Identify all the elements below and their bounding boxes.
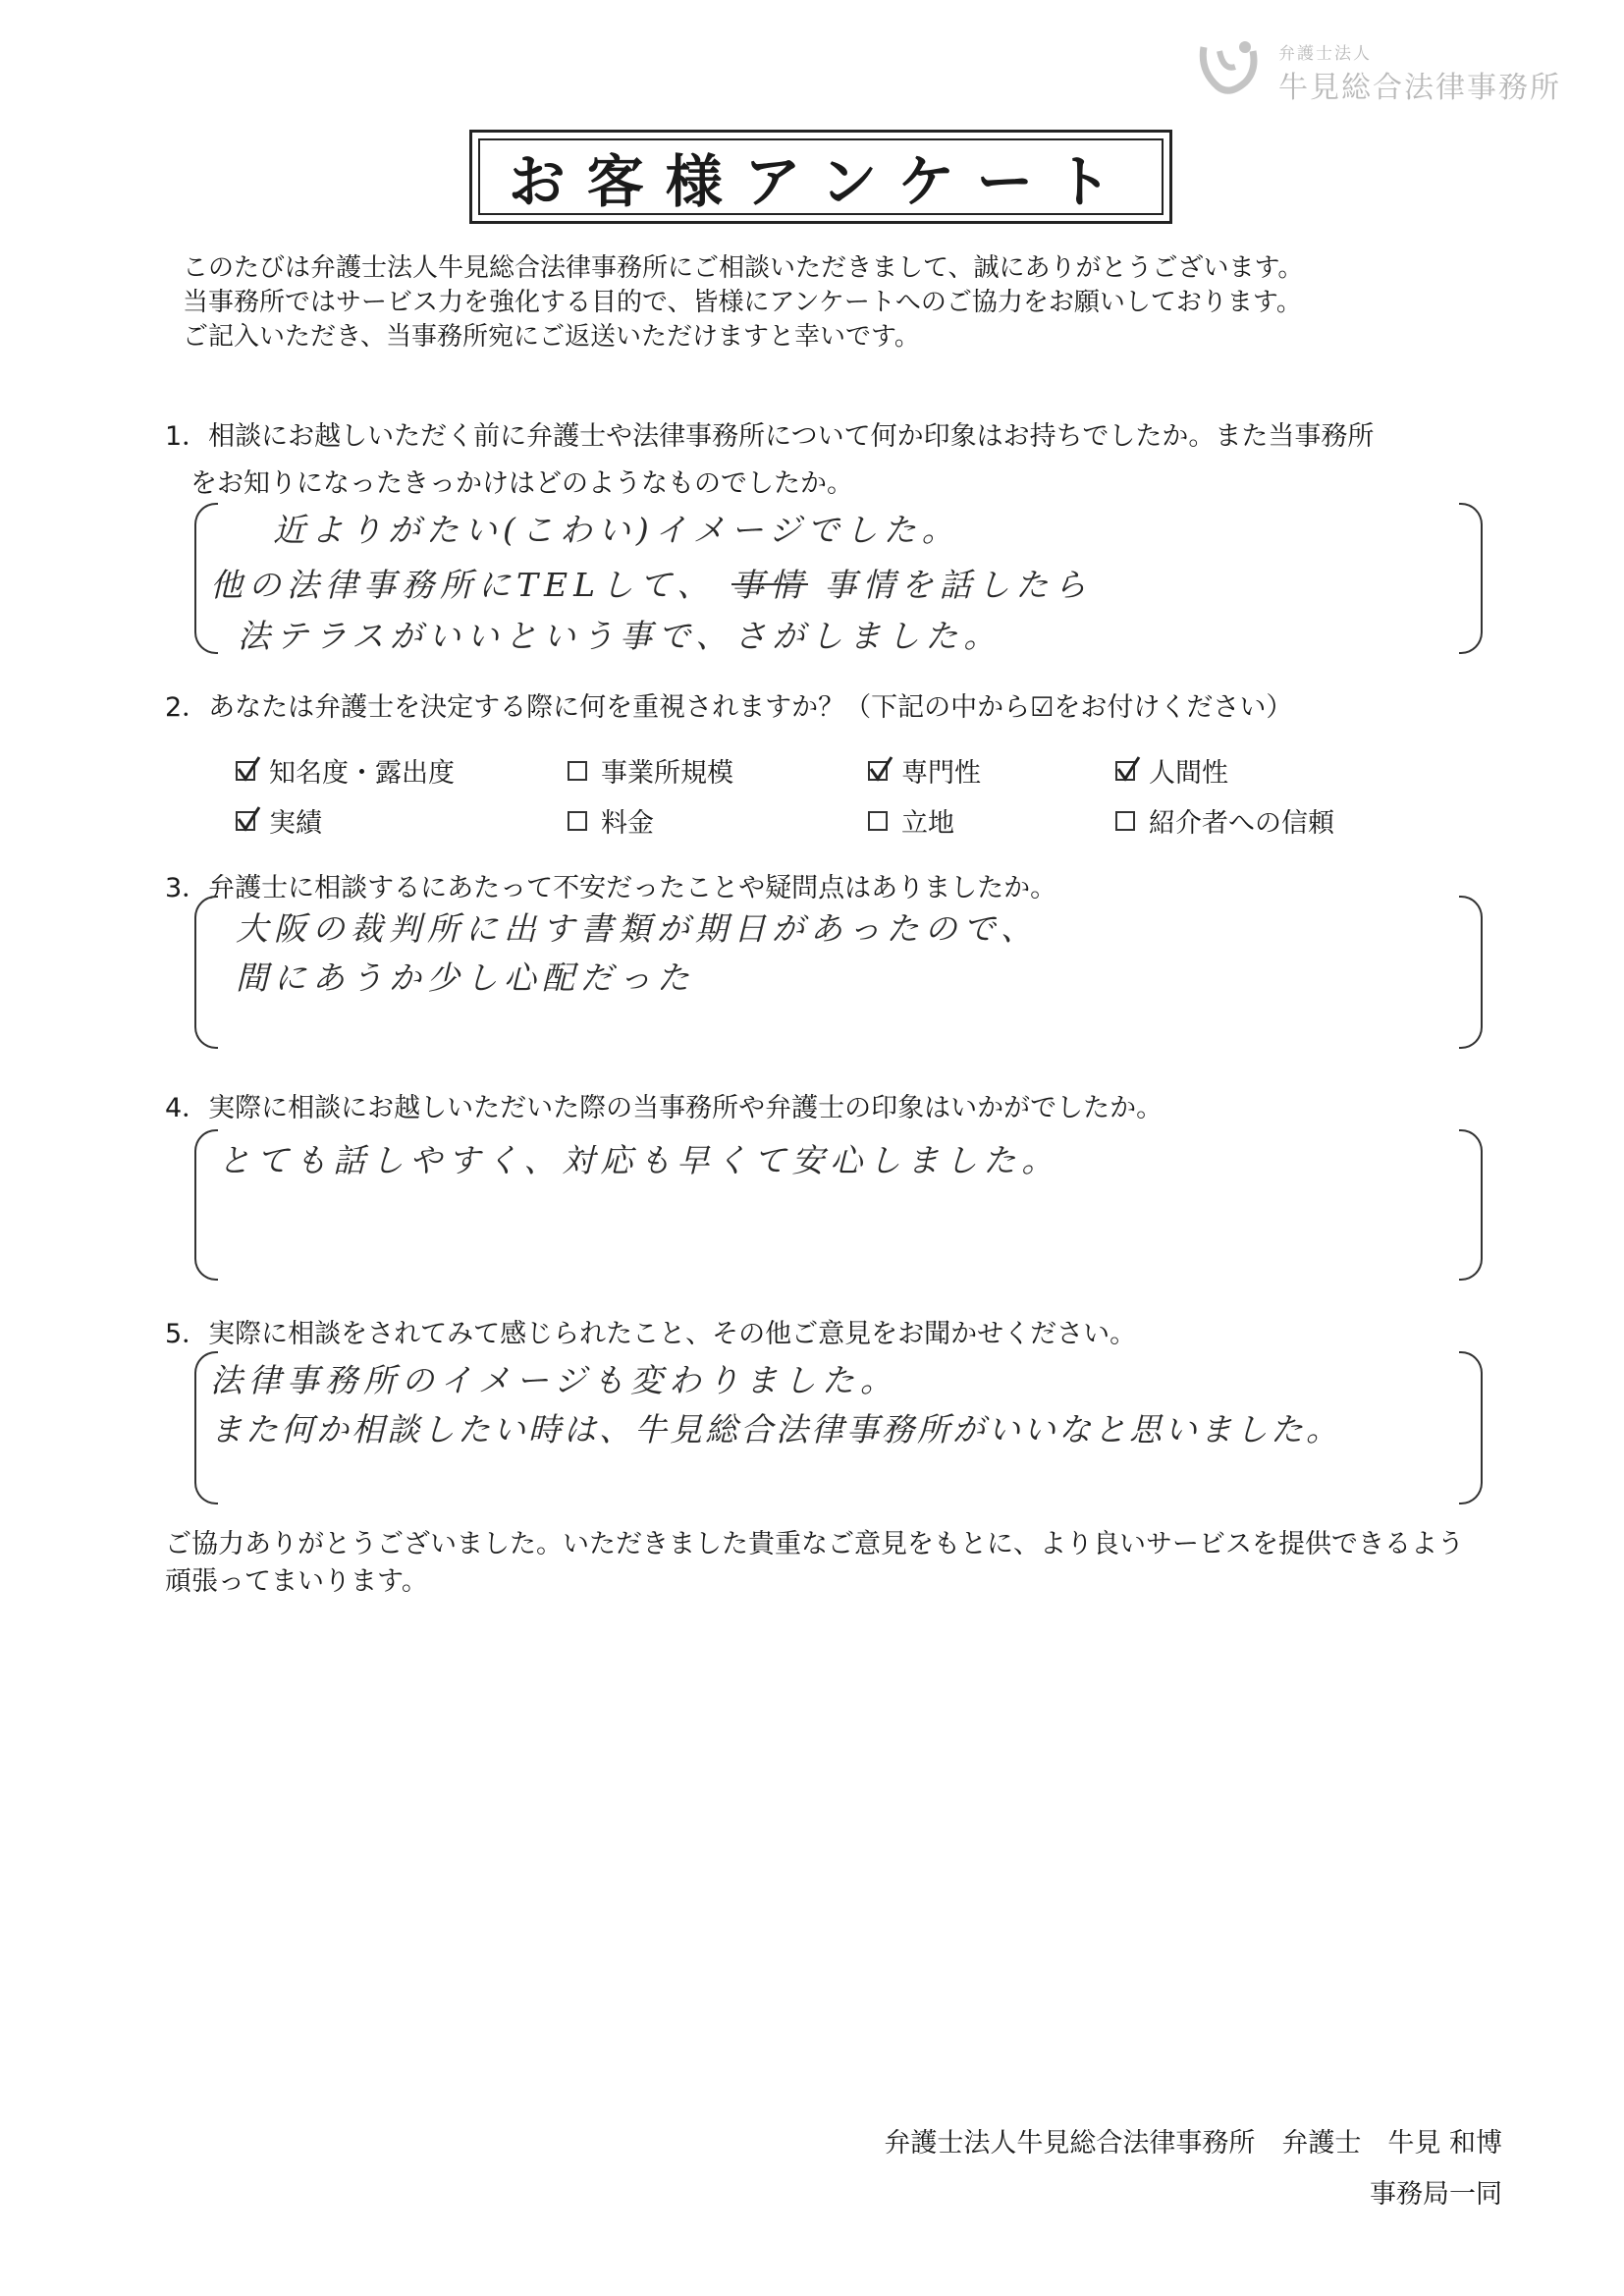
checked-checkbox-icon — [868, 761, 888, 781]
answer-1-right-bracket — [1459, 503, 1483, 654]
struck-out-text: 事情 — [731, 560, 808, 606]
firm-logo — [1196, 37, 1569, 106]
option-label: 知名度・露出度 — [269, 758, 455, 789]
option-label: 紹介者への信頼 — [1149, 808, 1334, 839]
question-1-line-2: をお知りになったきっかけはどのようなものでしたか。 — [190, 468, 853, 499]
intro-paragraph — [183, 251, 1303, 355]
answer-4-left-bracket — [194, 1129, 218, 1281]
answer-4-right-bracket — [1459, 1129, 1483, 1281]
intro-line: 当事務所ではサービス力を強化する目的で、皆様にアンケートへのご協力をお願いしております。 — [183, 288, 1302, 317]
intro-line: ご記入いただき、当事務所宛にご返送いただけますと幸いです。 — [183, 322, 920, 352]
option-fee — [568, 801, 654, 840]
answer-3-line-2: 間にあうか少し心配だった — [236, 958, 695, 997]
option-label: 料金 — [601, 808, 654, 839]
checkbox-icon — [568, 761, 587, 781]
option-label: 立地 — [901, 808, 954, 839]
option-scale — [568, 751, 733, 790]
option-location — [868, 801, 954, 840]
option-label: 人間性 — [1149, 758, 1228, 789]
answer-3-left-bracket — [194, 896, 218, 1049]
option-personality — [1115, 751, 1228, 790]
answer-1-line-2 — [210, 560, 1092, 606]
answer-1-line-1: 近よりがたい(こわい)イメージでした。 — [273, 511, 960, 549]
closing-message — [165, 1526, 1464, 1601]
option-label: 事業所規模 — [601, 758, 733, 789]
checked-checkbox-icon — [236, 761, 255, 781]
checked-checkbox-icon — [236, 811, 255, 831]
option-label: 専門性 — [901, 758, 981, 789]
answer-3-right-bracket — [1459, 896, 1483, 1049]
option-expertise — [868, 751, 981, 790]
option-label: 実績 — [269, 808, 322, 839]
question-3: 3．弁護士に相談するにあたって不安だったことや疑問点はありましたか。 — [165, 873, 1057, 903]
signature-line-2: 事務局一同 — [1370, 2179, 1502, 2210]
question-4: 4．実際に相談にお越しいただいた際の当事務所や弁護士の印象はいかがでしたか。 — [165, 1093, 1164, 1123]
closing-line: ご協力ありがとうございました。いただきました貴重なご意見をもとに、より良いサービスを提供できるよう — [165, 1529, 1464, 1559]
checked-checkbox-icon — [1115, 761, 1135, 781]
answer-1-text: 他の法律事務所にTELして、 — [210, 566, 716, 604]
checkbox-icon — [1115, 811, 1135, 831]
logo-mark-icon — [1196, 37, 1263, 102]
intro-line: このたびは弁護士法人牛見総合法律事務所にご相談いただきまして、誠にありがとうございます。 — [183, 253, 1304, 283]
option-referrer-trust — [1115, 801, 1334, 840]
question-5: 5．実際に相談をされてみて感じられたこと、その他ご意見をお聞かせください。 — [165, 1319, 1137, 1349]
option-fame — [236, 751, 455, 790]
closing-line: 頑張ってまいります。 — [165, 1566, 428, 1597]
signature-line-1: 弁護士法人牛見総合法律事務所 弁護士 牛見 和博 — [884, 2128, 1502, 2159]
answer-1-text-cont: 事情を話したら — [824, 566, 1093, 604]
survey-title-box — [469, 130, 1172, 224]
answer-1-line-3: 法テラスがいいという事で、さがしました。 — [238, 617, 1002, 655]
answer-3-line-1: 大阪の裁判所に出す書類が期日があったので、 — [236, 909, 1040, 948]
answer-5-line-2: また何か相談したい時は、牛見総合法律事務所がいいなと思いました。 — [210, 1410, 1341, 1449]
checkbox-icon — [568, 811, 587, 831]
answer-5-right-bracket — [1459, 1351, 1483, 1504]
question-1-line-1: 1．相談にお越しいただく前に弁護士や法律事務所について何か印象はお持ちでしたか。また当事務所 — [165, 421, 1375, 452]
checkbox-icon — [868, 811, 888, 831]
survey-title: お客様アンケート — [508, 148, 1134, 215]
option-track-record — [236, 801, 322, 840]
answer-4-line-1: とても話しやすく、対応も早くて安心しました。 — [218, 1141, 1060, 1179]
logo-firm-name: 牛見総合法律事務所 — [1278, 71, 1561, 105]
logo-subtitle: 弁護士法人 — [1278, 44, 1372, 64]
answer-5-line-1: 法律事務所のイメージも変わりました。 — [210, 1361, 899, 1399]
question-2: 2．あなたは弁護士を決定する際に何を重視されますか？（下記の中から☑をお付けください） — [165, 692, 1293, 723]
